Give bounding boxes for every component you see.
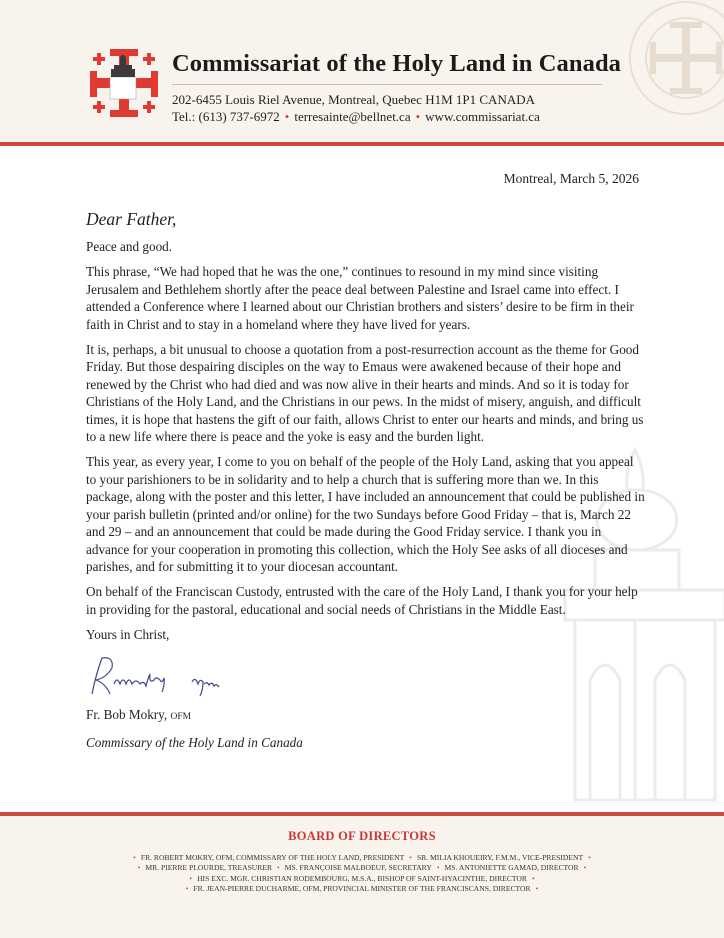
- letter-date: Montreal, March 5, 2026: [503, 171, 639, 186]
- separator-dot: •: [535, 883, 539, 893]
- closing: Yours in Christ,: [86, 627, 170, 643]
- separator-dot: •: [277, 863, 280, 873]
- signature: [86, 652, 646, 706]
- board-member: MS. FRANÇOISE MALBOEUF, SECRETARY: [284, 863, 432, 873]
- separator-dot: •: [583, 863, 587, 873]
- signer-suffix: OFM: [170, 711, 192, 722]
- separator-dot: •: [409, 853, 412, 862]
- paragraph: This phrase, “We had hoped that he was the one,” continues to resound in my mind since visiting Jerusalem and Bethlehem shortly after the peace deal between Palestine and Israel came into effect. I attended a Conference where I learned about our Christian brothers and sisters’ desire to be firm in their faith in Christ and to stay in a homeland where they have lived for years.: [86, 264, 634, 332]
- footer-red-rule: [0, 812, 724, 816]
- board-member: SR. MILIA KHOUEIRY, F.M.M., VICE-PRESIDENT: [416, 853, 584, 862]
- organization-name: Commissariat of the Holy Land in Canada: [172, 50, 622, 77]
- seal-watermark-icon: [612, 0, 724, 122]
- header-divider: [172, 84, 602, 85]
- address: 202-6455 Louis Riel Avenue, Montreal, Quebec H1M 1P1 CANADA: [172, 92, 535, 107]
- separator-dot: •: [137, 863, 141, 873]
- handwritten-signature-icon: [84, 654, 264, 704]
- header-red-rule: [0, 142, 724, 146]
- board-member: HIS EXC. MGR. CHRISTIAN RODEMBOURG, M.S.A., BISHOP OF SAINT-HYACINTHE, DIRECTOR: [197, 873, 527, 883]
- signer-name-text: Fr. Bob Mokry,: [86, 706, 168, 722]
- board-member: MS. ANTONIETTE GAMAD, DIRECTOR: [444, 863, 579, 873]
- signer-name: [86, 706, 646, 726]
- board-member: FR. ROBERT MOKRY, OFM, COMMISSARY OF THE HOLY LAND, PRESIDENT: [140, 853, 405, 862]
- separator-dot: •: [588, 853, 591, 862]
- separator-dot: •: [189, 873, 193, 883]
- separator-dot: •: [436, 863, 440, 873]
- board-line: [0, 874, 724, 884]
- paragraph: On behalf of the Franciscan Custody, entrusted with the care of the Holy Land, I thank you for your help in providing for the pastoral, educational and social needs of Christians in the Middle East.: [86, 584, 638, 617]
- board-line: [0, 884, 724, 894]
- separator-dot: •: [284, 109, 290, 124]
- letter-body: [86, 208, 646, 759]
- board-member: MR. PIERRE PLOURDE, TREASURER: [145, 863, 273, 873]
- board-title: BOARD OF DIRECTORS: [288, 829, 436, 843]
- separator-dot: •: [531, 873, 535, 883]
- paragraph: It is, perhaps, a bit unusual to choose a quotation from a post-resurrection account as the theme for Good Friday. But those despairing disciples on the way to Emaus were awakened because of their hope and renewed by the Christ who had died and was now alive in their hearts and minds. And so it is today for Christians of the Holy Land, and the Christians in our pews. In the midst of misery, anguish, and difficult times, it is hope that hastens the gift of our faith, allows Christ to enter our hearts and minds, and bring us to a new life where there is peace and the yoke is easy and the burden light.: [86, 342, 644, 445]
- separator-dot: •: [415, 109, 421, 124]
- separator-dot: •: [185, 883, 189, 893]
- board-members: [0, 853, 724, 894]
- board-member: FR. JEAN-PIERRE DUCHARME, OFM, PROVINCIAL MINISTER OF THE FRANCISCANS, DIRECTOR: [193, 883, 531, 893]
- salutation: Dear Father,: [86, 209, 177, 229]
- contact-line: [172, 109, 540, 125]
- paragraph: This year, as every year, I come to you on behalf of the people of the Holy Land, asking that you appeal to your parishioners to be in solidarity and to help a church that is suffering more than we. In this package, along with the poster and this letter, I have included an announcement that could be published in your parish bulletin (printed and/or online) for the two Sundays before Good Friday – that is, March 22 and 29 – and an announcement that could be made during the Good Friday service. I thank you in advance for your cooperation in promoting this collection, which the Holy See asks of all dioceses and parishes, and for submitting it to your diocesan accountant.: [86, 454, 645, 574]
- paragraph: Peace and good.: [86, 239, 173, 254]
- email-link[interactable]: terresainte@bellnet.ca: [294, 109, 411, 124]
- board-line: [0, 863, 724, 873]
- signer-title: Commissary of the Holy Land in Canada: [86, 734, 303, 750]
- separator-dot: •: [133, 853, 136, 862]
- website-link[interactable]: www.commissariat.ca: [425, 109, 540, 124]
- board-line: [0, 853, 724, 863]
- phone: Tel.: (613) 737-6972: [172, 109, 280, 124]
- jerusalem-cross-logo-icon: [88, 47, 160, 119]
